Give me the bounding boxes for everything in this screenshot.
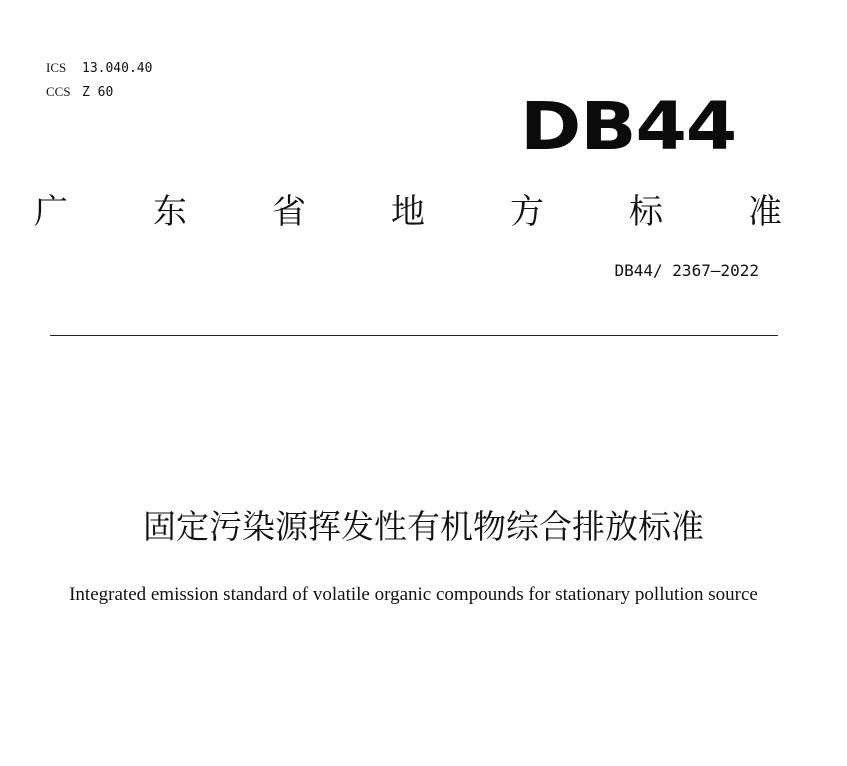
standard-category-name <box>28 185 788 239</box>
category-char: 标 <box>629 192 663 232</box>
standard-logo: DB44 <box>520 88 737 165</box>
category-char: 准 <box>748 192 782 232</box>
ccs-code <box>46 84 113 101</box>
category-char: 省 <box>272 192 306 232</box>
ccs-value: Z 60 <box>82 85 114 100</box>
document-title-english: Integrated emission standard of volatile organic compounds for stationary pollution source <box>69 584 758 605</box>
category-char: 东 <box>153 192 187 232</box>
ics-label: ICS <box>46 60 67 75</box>
category-char: 地 <box>391 192 425 232</box>
header-divider <box>50 335 778 336</box>
ics-code <box>46 60 152 77</box>
document-title-chinese: 固定污染源挥发性有机物综合排放标准 <box>143 507 704 546</box>
ics-value: 13.040.40 <box>82 61 153 76</box>
category-char: 广 <box>34 192 68 232</box>
category-char: 方 <box>510 192 544 232</box>
ccs-label: CCS <box>46 84 71 99</box>
standard-number: DB44/ 2367—2022 <box>614 261 759 280</box>
